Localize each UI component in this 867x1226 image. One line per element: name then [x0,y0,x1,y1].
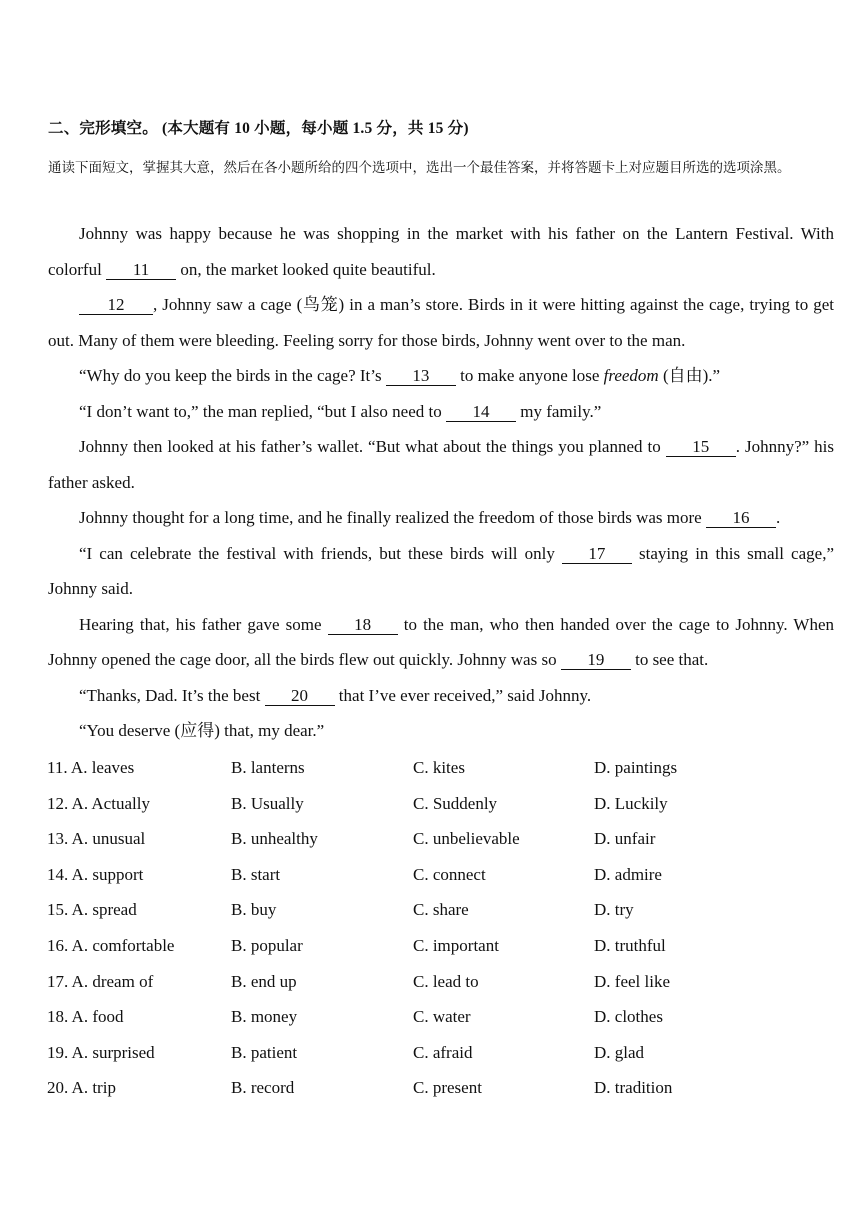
option-b: B. popular [231,935,303,955]
option-c: C. water [413,1007,471,1027]
option-a: 20. A. trip [47,1078,116,1098]
option-b: B. record [231,1078,295,1098]
paragraph-2 [48,287,834,358]
text: to see that. [630,650,709,669]
option-c: C. lead to [413,971,479,991]
text: “Thanks, Dad. It’s the best [79,685,265,705]
option-b: B. start [231,864,281,884]
text: to make anyone lose [455,366,604,385]
option-d: D. Luckily [594,793,668,813]
option-c: C. share [413,900,469,920]
text: that I’ve ever received,” said Johnny. [334,685,592,705]
text: my family.” [515,401,602,421]
text: , Johnny saw a cage (鸟笼) in a man’s store. Birds in it were hitting against the cage, trying to get out. Many of them were bleeding. Feeling sorry for those birds, Johnny went over to the man. [48,295,834,350]
blank-20: 20 [265,687,335,706]
option-d: D. feel like [594,971,670,991]
option-b: B. Usually [231,793,304,813]
option-a: 17. A. dream of [47,971,154,991]
blank-13: 13 [386,367,456,386]
paragraph-6 [48,500,834,536]
text: to the man, who then handed over the cage to Johnny. When Johnny opened the cage door, all the birds flew out quickly. Johnny was so [48,614,834,669]
option-d: D. admire [594,864,662,884]
paragraph-1 [48,216,834,287]
blank-11: 11 [106,261,176,280]
option-b: B. patient [231,1042,298,1062]
text: Johnny then looked at his father’s wallet. “But what about the things you planned to [79,437,666,456]
option-c: C. afraid [413,1042,473,1062]
option-c: C. connect [413,864,486,884]
option-a: 14. A. support [47,864,144,884]
blank-16: 16 [706,509,776,528]
option-c: C. kites [413,758,465,777]
text: “I can celebrate the festival with friends, but these birds will only [79,543,562,563]
option-a: 18. A. food [47,1007,124,1027]
blank-19: 19 [561,651,631,670]
text: on, the market looked quite beautiful. [176,259,436,279]
option-d: D. glad [594,1042,645,1062]
option-a: 12. A. Actually [47,793,150,813]
blank-15: 15 [666,438,736,457]
paragraph-8 [48,607,834,678]
option-a: 16. A. comfortable [47,935,175,955]
option-d: D. tradition [594,1078,673,1098]
text: Johnny thought for a long time, and he finally realized the freedom of those birds was more [79,508,706,527]
italic-word: freedom [603,366,659,385]
option-a: 11. A. leaves [47,758,135,777]
paragraph-9 [48,678,834,714]
text: “Why do you keep the birds in the cage? It’s [79,366,386,385]
paragraph-5 [48,429,834,500]
option-b: B. end up [231,971,297,991]
paragraph-3 [48,358,834,394]
option-d: D. clothes [594,1007,663,1027]
option-d: D. unfair [594,829,656,849]
section-instructions: 通读下面短文，掌握其大意，然后在各小题所给的四个选项中，选出一个最佳答案，并将答题卡上对应题目所选的选项涂黑。 [48,160,791,176]
option-b: B. money [231,1007,298,1027]
option-b: B. buy [231,900,277,920]
paragraph-10: “You deserve (应得) that, my dear.” [79,721,325,740]
option-b: B. lanterns [231,758,305,777]
text: . Johnny?” his father asked. [48,437,835,492]
option-d: D. truthful [594,935,666,955]
option-a: 13. A. unusual [47,829,146,849]
option-a: 15. A. spread [47,900,137,920]
blank-18: 18 [328,616,398,635]
section-heading: 二、完形填空。 (本大题有 10 小题，每小题 1.5 分，共 15 分) [48,120,469,137]
blank-17: 17 [562,545,632,564]
text: . [775,508,781,527]
option-d: D. paintings [594,758,678,777]
option-c: C. unbelievable [413,829,520,849]
cloze-passage [48,216,834,749]
option-c: C. important [413,935,499,955]
option-b: B. unhealthy [231,829,318,849]
text: Johnny was happy because he was shopping in the market with his father on the Lantern Festival. With colorful [48,224,834,279]
text: staying in this small cage,” Johnny said. [48,543,834,598]
text: Hearing that, his father gave some [79,614,328,634]
option-d: D. try [594,900,634,920]
option-c: C. Suddenly [413,793,498,813]
text: “I don’t want to,” the man replied, “but I also need to [79,401,446,421]
text: (自由).” [658,366,721,385]
option-a: 19. A. surprised [47,1042,155,1062]
paragraph-7 [48,536,834,607]
blank-12: 12 [79,296,153,315]
paragraph-4 [48,394,834,430]
option-c: C. present [413,1078,482,1098]
blank-14: 14 [446,403,516,422]
